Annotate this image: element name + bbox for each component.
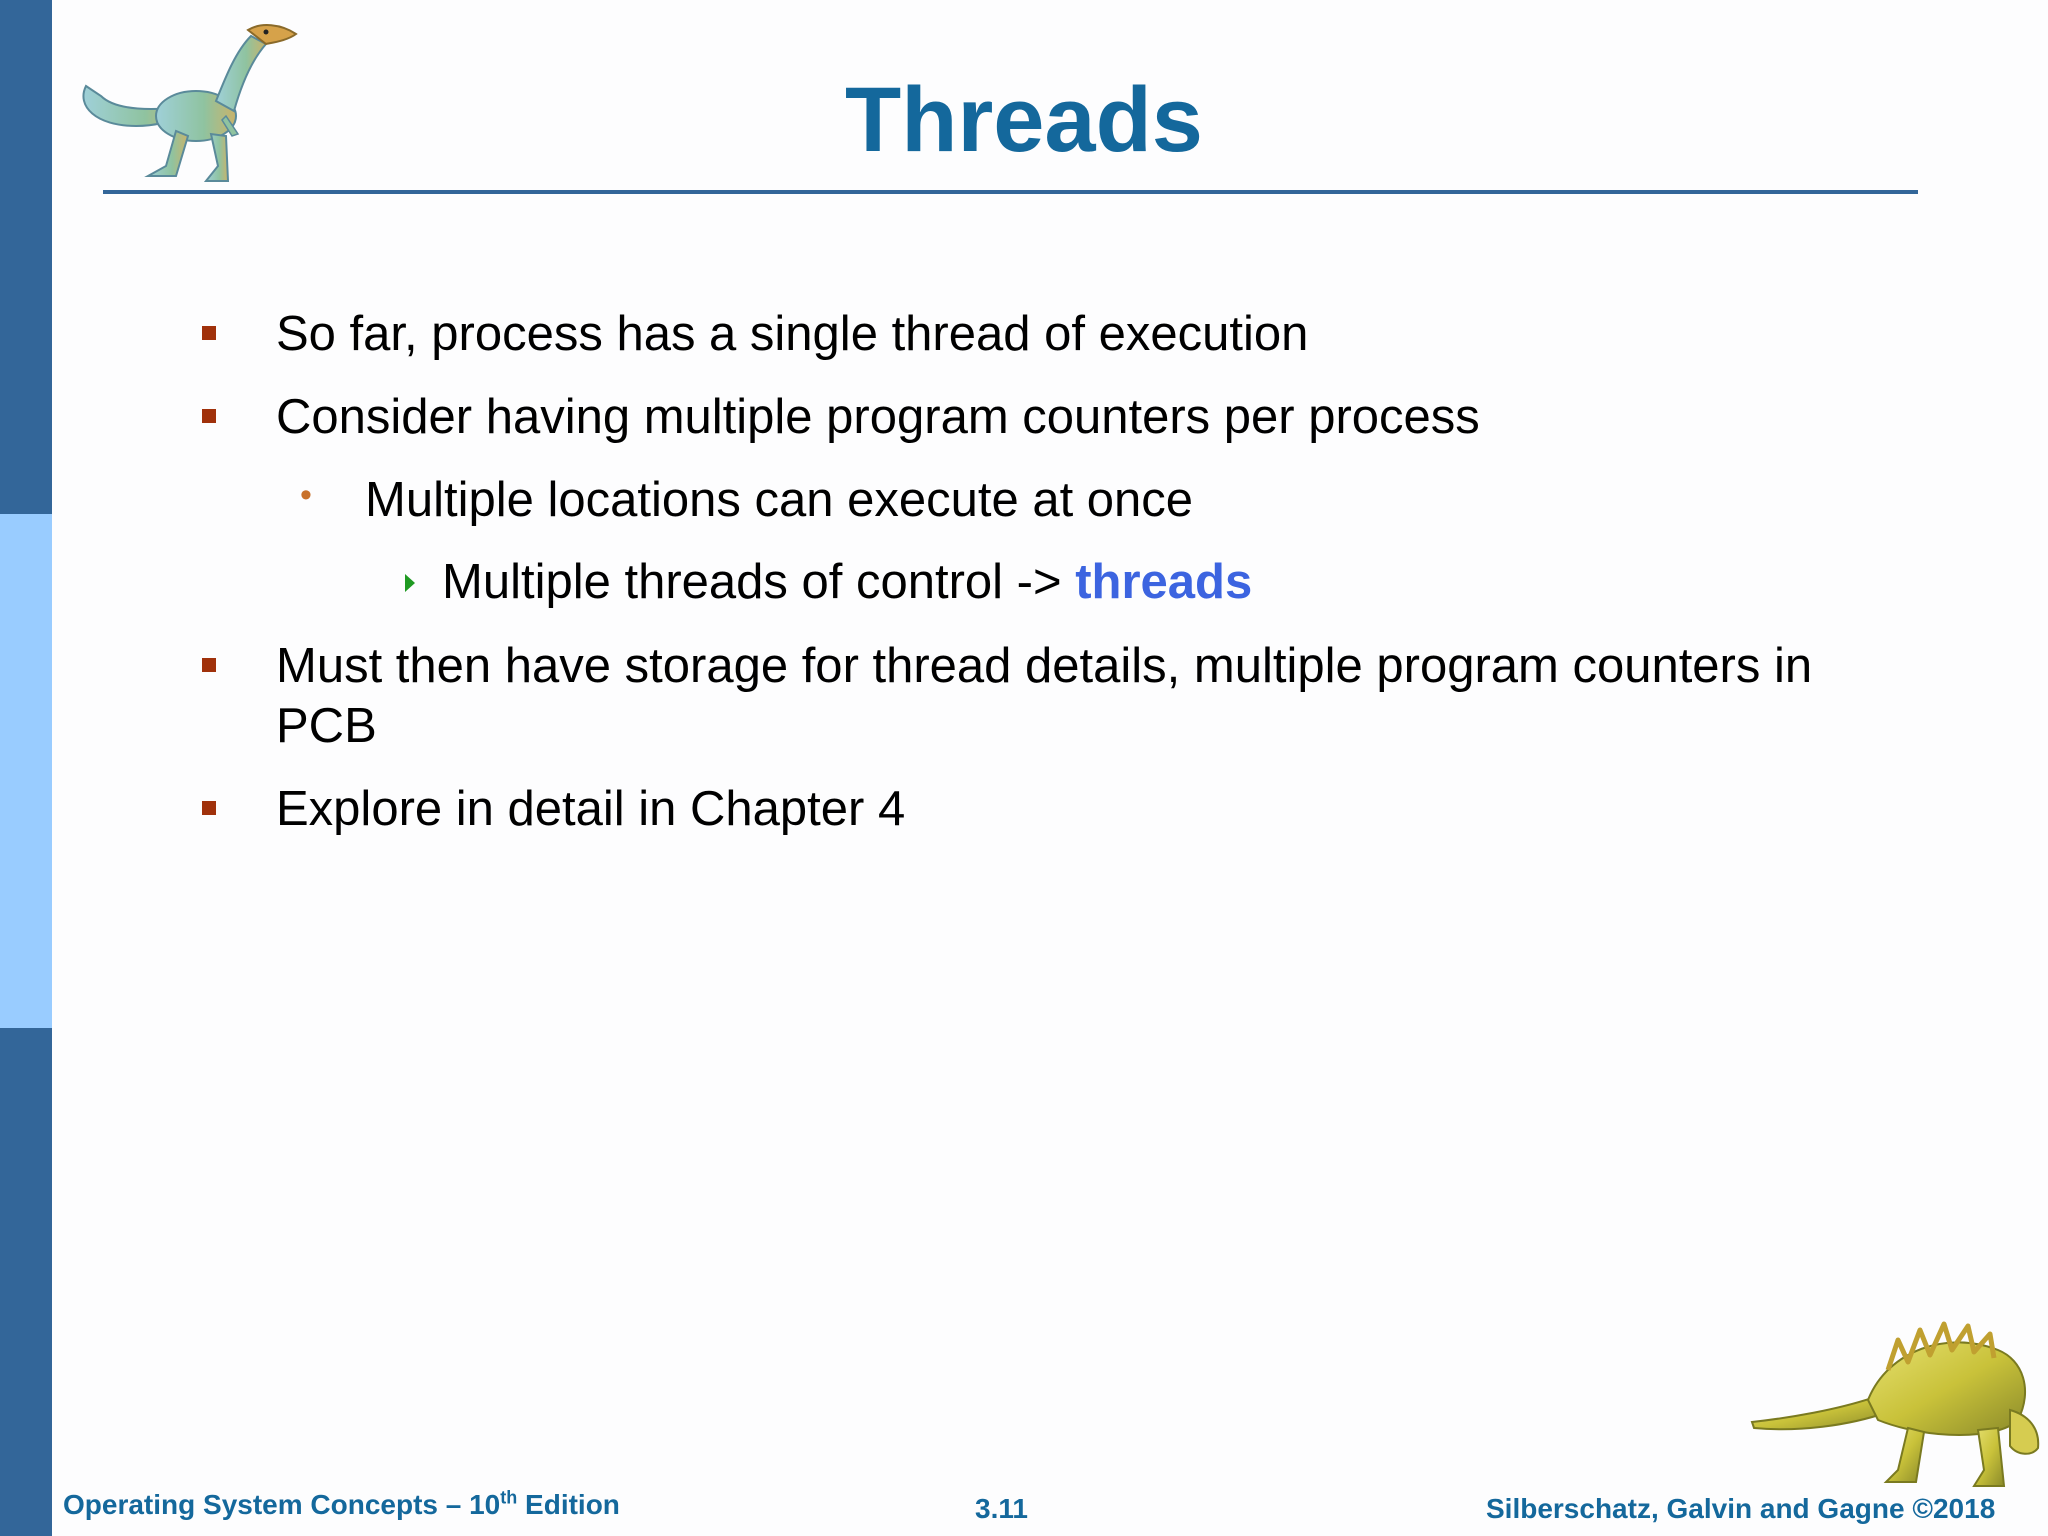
bullet-item: Explore in detail in Chapter 4: [276, 782, 906, 836]
footer-edition-text: Edition: [517, 1489, 620, 1520]
keyword-threads: threads: [1075, 555, 1253, 609]
sidebar-segment-middle: [0, 514, 52, 1028]
title-underline: [103, 190, 1918, 194]
bullet-item: So far, process has a single thread of execution: [276, 307, 1309, 361]
bullet-square-icon: [202, 409, 216, 423]
footer-edition-superscript: th: [500, 1487, 518, 1508]
footer-book-title: [63, 1488, 620, 1522]
bullet-item: Consider having multiple program counters per process: [276, 390, 1480, 444]
sub-bullet-item: Multiple locations can execute at once: [365, 473, 1194, 527]
slide-title: Threads: [845, 69, 1203, 171]
bullet-square-icon: [202, 658, 216, 672]
sub-sub-bullet-item: [442, 552, 1252, 612]
bullet-item-continuation: PCB: [276, 699, 377, 753]
bullet-square-icon: [202, 801, 216, 815]
footer-authors: Silberschatz, Galvin and Gagne ©2018: [1486, 1493, 1996, 1524]
bullet-triangle-icon: [405, 574, 415, 592]
dinosaur-bottom-icon: [1748, 1300, 2044, 1500]
bullet-square-icon: [202, 326, 216, 340]
bullet-dot-icon: •: [300, 476, 312, 514]
footer-page-number: 3.11: [975, 1493, 1028, 1524]
sub-sub-bullet-text: Multiple threads of control ->: [442, 555, 1076, 609]
sidebar-segment-bottom: [0, 1028, 52, 1536]
bullet-item: Must then have storage for thread details, multiple program counters in: [276, 639, 1813, 693]
footer-book-title-text: Operating System Concepts – 10: [63, 1489, 501, 1520]
left-sidebar-band: [0, 0, 52, 1536]
